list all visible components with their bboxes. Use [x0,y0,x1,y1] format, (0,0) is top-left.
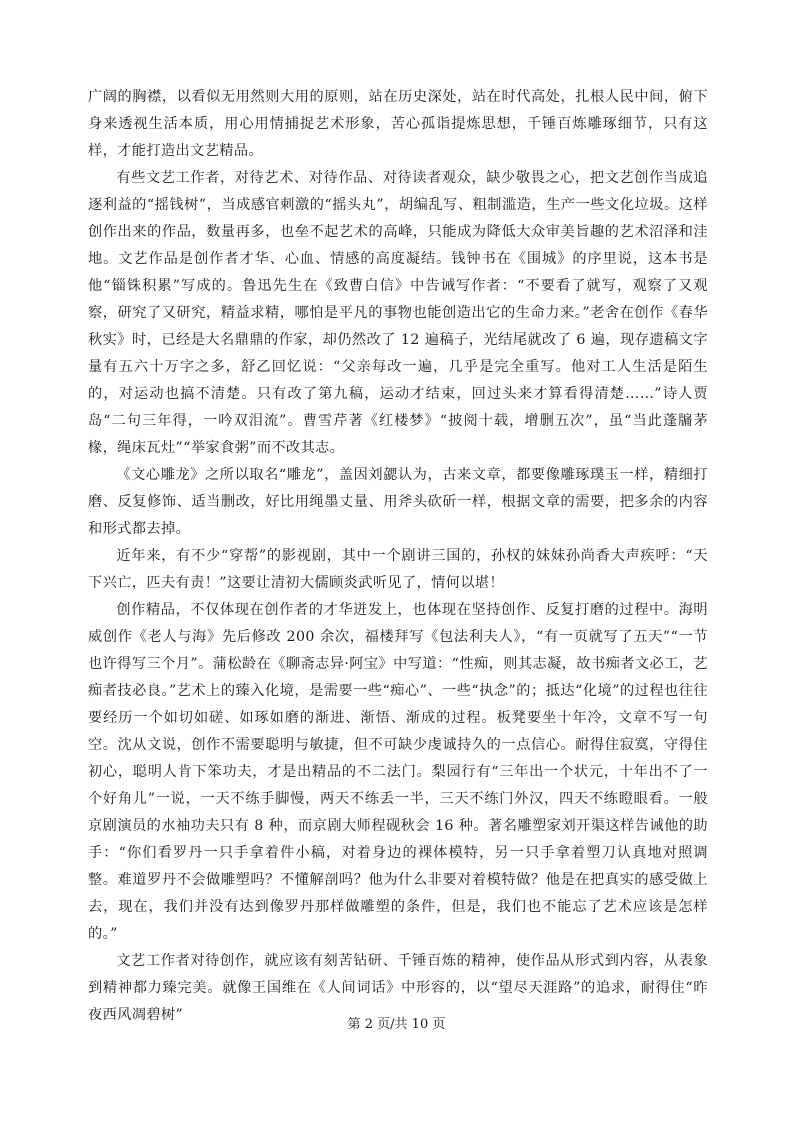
paragraph-1: 广阔的胸襟，以看似无用然则大用的原则，站在历史深处，站在时代高处，扎根人民中间，俯下身来透视生活本质，用心用情捕捉艺术形象，苦心孤诣提炼思想，千锤百炼雕琢细节，只有这样，才能打造出文艺精品。 [88,89,708,159]
paragraph-6: 文艺工作者对待创作，就应该有刻苦钻研、千锤百炼的精神，使作品从形式到内容，从表象到精神都力臻完美。就像王国维在《人间词话》中形容的，以“望尽天涯路”的追求，耐得住“昨夜西风凋碧树” [88,953,708,1023]
paragraph-2: 有些文艺工作者，对待艺术、对待作品、对待读者观众，缺少敬畏之心，把文艺创作当成追逐利益的“摇钱树”，当成感官刺激的“摇头丸”，胡编乱写、粗制滥造，生产一些文化垃圾。这样创作出来的作品，数量再多，也垒不起艺术的高峰，只能成为降低大众审美旨趣的艺术沼泽和洼地。文艺作品是创作者才华、心血、情感的高度凝结。钱钟书在《围城》的序里说，这本书是他“锱铢积累”写成的。鲁迅先生在《致曹白信》中告诫写作者：“不要看了就写，观察了又观察，研究了又研究，精益求精，哪怕是平凡的事物也能创造出它的生命力来。”老舍在创作《春华秋实》时，已经是大名鼎鼎的作家，却仍然改了 12 遍稿子，光结尾就改了 6 遍，现存遗稿文字量有五六十万字之多，舒乙回忆说：“父亲每改一遍，几乎是完全重写。他对工人生活是陌生的，对运动也搞不清楚。只有改了第九稿，运动才结束，回过头来才算看得清楚……”诗人贾岛“二句三年得，一吟双泪流”。曹雪芹著《红楼梦》“披阅十载，增删五次”，虽“当此蓬牖茅椽，绳床瓦灶”“举家食粥”而不改其志。 [88,170,708,456]
document-body [88,84,708,1029]
paragraph-3: 《文心雕龙》之所以取名“雕龙”，盖因刘勰认为，古来文章，都要像雕琢璞玉一样，精细打磨、反复修饰、适当删改，好比用绳墨丈量、用斧头砍斫一样，根据文章的需要，把多余的内容和形式都去掉。 [88,467,708,537]
paragraph-5: 创作精品，不仅体现在创作者的才华迸发上，也体现在坚持创作、反复打磨的过程中。海明威创作《老人与海》先后修改 200 余次，福楼拜写《包法利夫人》，“有一页就写了五天”“一节也许得写三个月”。蒲松龄在《聊斋志异·阿宝》中写道：“性痴，则其志凝，故书痴者文必工，艺痴者技必良。”艺术上的臻入化境，是需要一些“痴心”、一些“执念”的；抵达“化境”的过程也往往要经历一个如切如磋、如琢如磨的渐进、渐悟、渐成的过程。板凳要坐十年冷，文章不写一句空。沈从文说，创作不需要聪明与敏捷，但不可缺少虔诚持久的一点信心。耐得住寂寞，守得住初心，聪明人肯下笨功夫，才是出精品的不二法门。梨园行有“三年出一个状元，十年出不了一个好角儿”一说，一天不练手脚慢，两天不练丢一半，三天不练门外汉，四天不练瞪眼看。一般京剧演员的水袖功夫只有 8 种，而京剧大师程砚秋会 16 种。著名雕塑家刘开渠这样告诫他的助手：“你们看罗丹一只手拿着件小稿，对着身边的裸体模特，另一只手拿着塑刀认真地对照调整。难道罗丹不会做雕塑吗？不懂解剖吗？他为什么非要对着模特做？他是在把真实的感受做上去，现在，我们并没有达到像罗丹那样做雕塑的条件，但是，我们也不能忘了艺术应该是怎样的。” [88,602,708,942]
page-footer: 第 2 页/共 10 页 [347,1017,446,1032]
paragraph-4: 近年来，有不少“穿帮”的影视剧，其中一个剧讲三国的，孙权的妹妹孙尚香大声疾呼：“天下兴亡，匹夫有责！”这要让清初大儒顾炎武听见了，情何以堪！ [88,548,708,591]
